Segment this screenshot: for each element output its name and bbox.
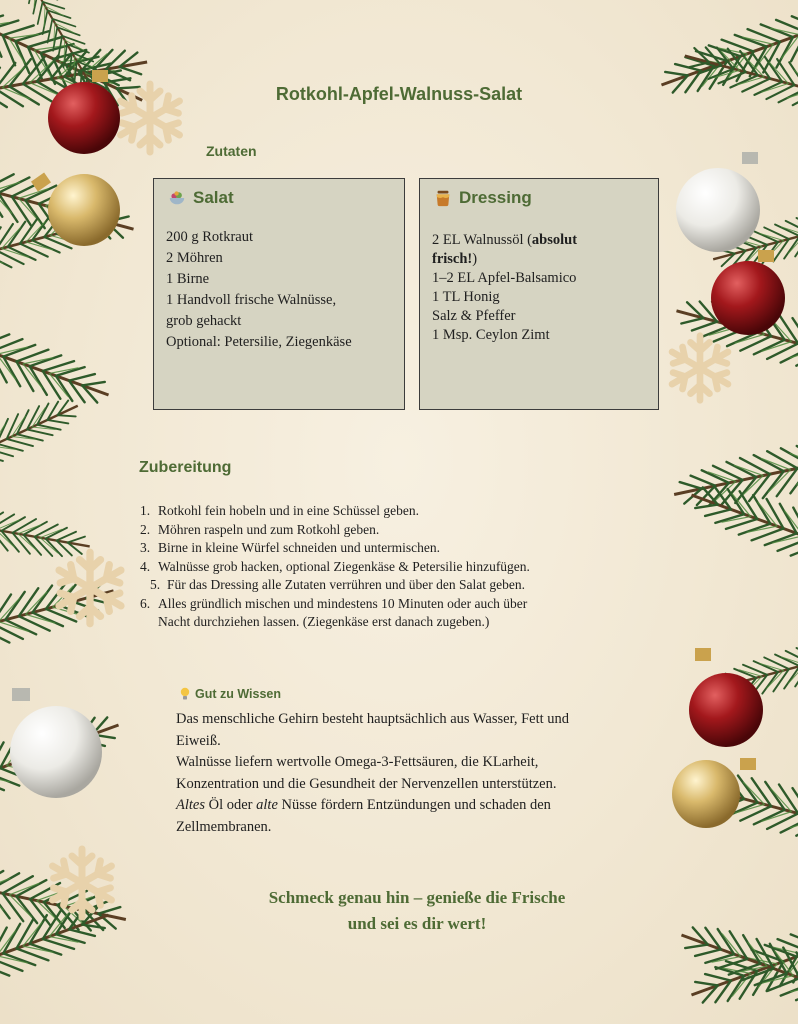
dressing-box-heading — [434, 188, 532, 208]
salad-bowl-icon — [168, 189, 186, 207]
text-line: Konzentration und die Gesundheit der Nervenzellen unterstützen. — [176, 775, 557, 792]
step-number: 1. — [140, 503, 151, 518]
preparation-steps — [138, 502, 638, 632]
good-to-know-heading — [180, 687, 281, 701]
honey-pot-icon — [434, 189, 452, 207]
good-to-know-label: Gut zu Wissen — [195, 687, 282, 701]
salad-heading-label: Salat — [193, 188, 234, 207]
step-number: 3. — [140, 540, 151, 555]
closing-message — [0, 885, 798, 937]
step-text: Birne in kleine Würfel schneiden und untermischen. — [158, 540, 441, 555]
text-fragment: Öl oder — [205, 797, 257, 813]
step-item — [138, 521, 638, 540]
good-to-know-text — [176, 709, 646, 838]
lightbulb-icon — [180, 687, 190, 701]
list-item: 1 Birne — [166, 271, 210, 287]
dressing-heading-label: Dressing — [459, 188, 532, 207]
list-item: Optional: Petersilie, Ziegenkäse — [166, 334, 352, 350]
italic-text: alte — [256, 797, 278, 813]
list-item: 2 Möhren — [166, 250, 223, 266]
dressing-ingredients-box — [419, 178, 659, 410]
page-title: Rotkohl-Apfel-Walnuss-Salat — [275, 84, 523, 104]
list-item: 1–2 EL Apfel-Balsamico — [432, 270, 577, 286]
step-item — [138, 539, 638, 558]
list-item — [432, 231, 650, 250]
emphasis-text: frisch! — [432, 251, 473, 267]
closing-line: Schmeck genau hin – genieße die Frische — [268, 888, 566, 907]
list-item-text: ) — [472, 251, 478, 267]
step-text: Alles gründlich mischen und mindestens 10 Minuten oder auch über — [158, 595, 528, 611]
list-item: Salz & Pfeffer — [432, 308, 516, 324]
step-number: 6. — [140, 595, 151, 611]
step-text: Für das Dressing alle Zutaten verrühren und über den Salat geben. — [167, 577, 526, 592]
step-item-continuation — [138, 613, 638, 632]
list-item: 1 TL Honig — [432, 289, 500, 305]
dressing-ingredient-list — [432, 231, 650, 345]
list-item: 200 g Rotkraut — [166, 229, 253, 245]
list-item: 1 Handvoll frische Walnüsse, — [166, 292, 337, 308]
step-number: 2. — [140, 521, 151, 537]
text-line — [176, 795, 646, 817]
italic-text: Altes — [176, 797, 205, 813]
text-fragment: Nüsse fördern Entzündungen und schaden den — [277, 797, 551, 813]
salad-ingredient-list — [166, 227, 396, 353]
step-item — [138, 595, 638, 614]
text-line: Eiweiß. — [176, 732, 221, 749]
salad-ingredients-box — [153, 178, 405, 410]
list-item: grob gehackt — [166, 313, 242, 329]
text-line: Das menschliche Gehirn besteht hauptsächlich aus Wasser, Fett und — [176, 711, 570, 727]
text-line: Walnüsse liefern wertvolle Omega-3-Fettsäuren, die KLarheit, — [176, 754, 539, 770]
step-text: Rotkohl fein hobeln und in eine Schüssel geben. — [158, 503, 419, 518]
list-item-text: 2 EL Walnussöl ( — [432, 232, 532, 248]
step-text: Nacht durchziehen lassen — [158, 614, 296, 629]
closing-line: und sei es dir wert! — [347, 914, 487, 933]
step-text: . (Ziegenkäse erst danach zugeben.) — [295, 614, 490, 629]
emphasis-text: absolut — [531, 232, 578, 248]
step-text: Möhren raspeln und zum Rotkohl geben. — [158, 521, 380, 537]
step-text: Walnüsse grob hacken, optional Ziegenkäse & Petersilie hinzufügen. — [158, 558, 530, 574]
list-item: 1 Msp. Ceylon Zimt — [432, 327, 550, 343]
step-item — [138, 502, 638, 521]
step-number: 4. — [140, 558, 151, 574]
list-item — [432, 250, 650, 269]
ingredients-heading: Zutaten — [206, 143, 257, 159]
step-item — [138, 576, 638, 595]
step-number: 5. — [150, 577, 161, 592]
preparation-heading: Zubereitung — [139, 459, 232, 476]
step-item — [138, 558, 638, 577]
salad-box-heading — [168, 188, 234, 208]
text-line: Zellmembranen. — [176, 818, 272, 835]
